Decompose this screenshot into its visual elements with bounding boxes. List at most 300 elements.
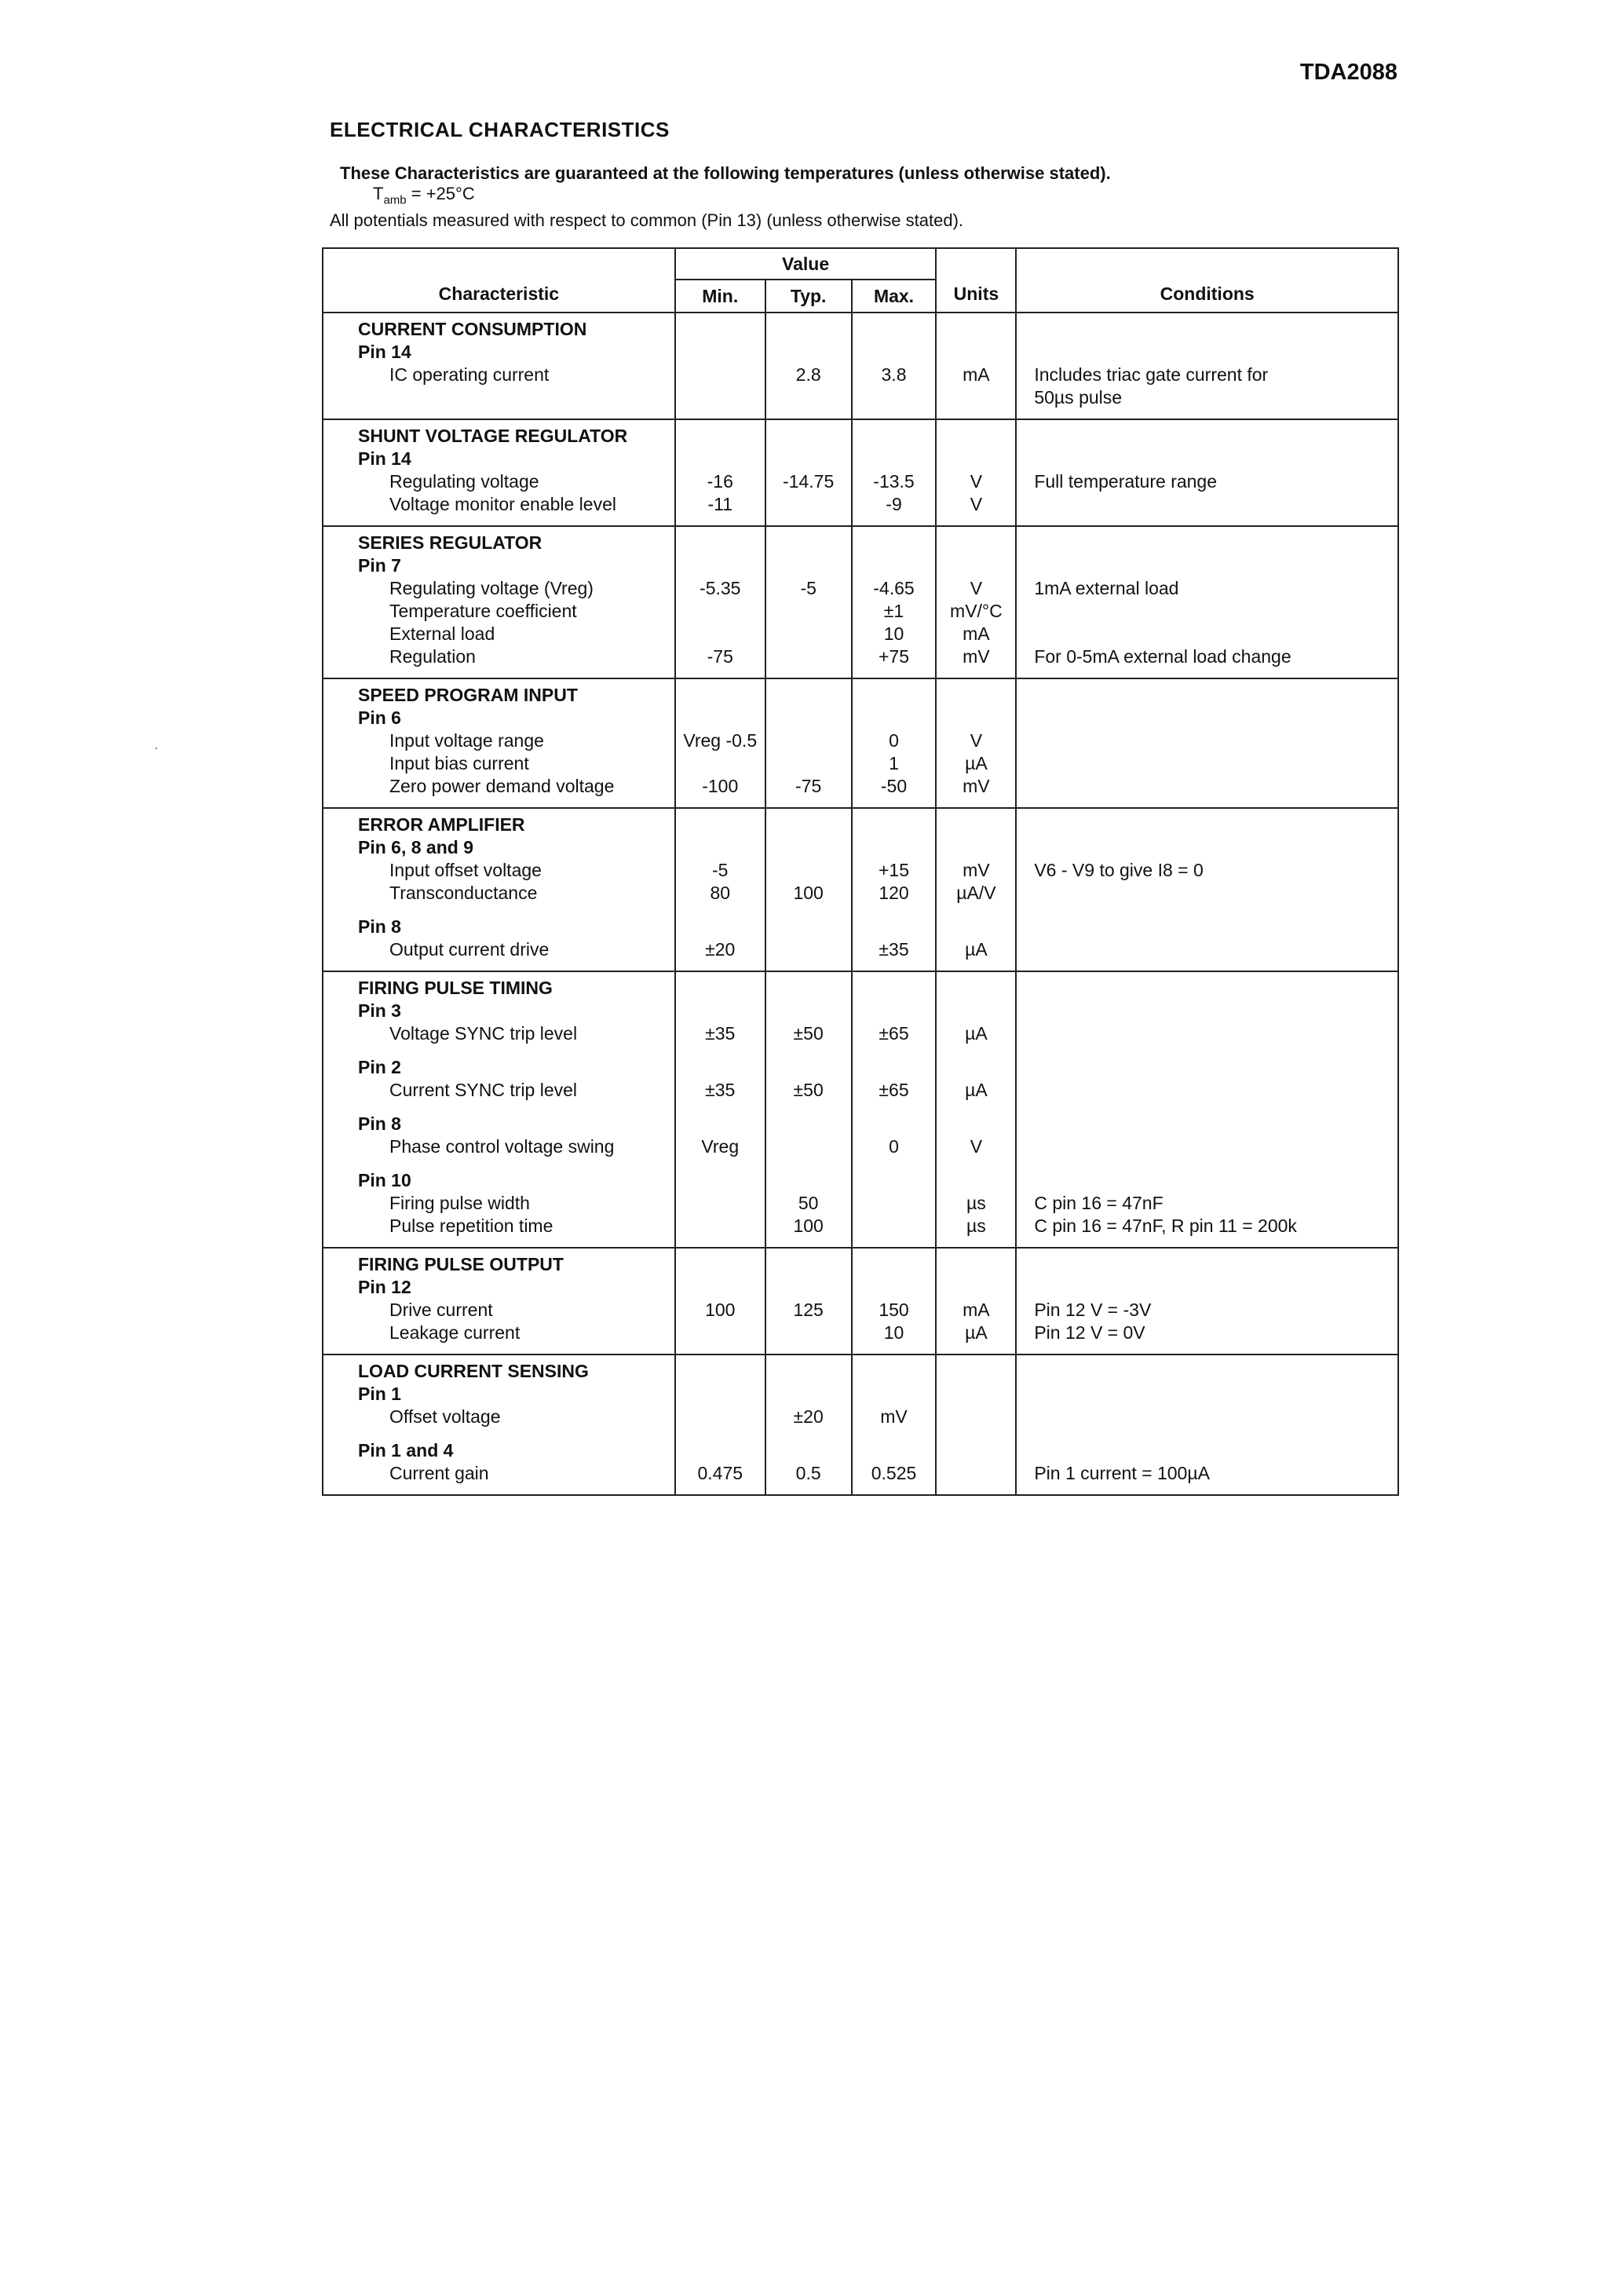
units-value: mV xyxy=(963,776,990,796)
min-value: -100 xyxy=(702,776,739,796)
min-value-cell xyxy=(675,678,765,808)
parameter-label: Transconductance xyxy=(389,883,538,903)
units-value xyxy=(941,1276,1010,1299)
cond-value: V6 - V9 to give I8 = 0 xyxy=(1034,860,1204,880)
conditions-cell xyxy=(1016,419,1398,526)
parameter-label: Current SYNC trip level xyxy=(389,1080,578,1100)
typ-value xyxy=(771,1253,846,1276)
max-value xyxy=(857,448,931,470)
max-value xyxy=(857,1056,931,1079)
units-value xyxy=(941,554,1010,577)
min-value xyxy=(681,1253,760,1276)
conditions-cell xyxy=(1016,678,1398,808)
typ-value: ±50 xyxy=(793,1023,824,1044)
parameter-label: Voltage SYNC trip level xyxy=(389,1023,578,1044)
units-value: µA xyxy=(965,1080,988,1100)
min-value xyxy=(681,1169,760,1192)
units-value: mA xyxy=(963,364,990,385)
min-value xyxy=(681,364,760,386)
cond-value xyxy=(1034,938,1393,961)
parameter-label: External load xyxy=(389,623,495,644)
cond-value: 1mA external load xyxy=(1034,578,1179,598)
typ-value xyxy=(771,707,846,729)
max-value-cell xyxy=(852,526,937,678)
max-value xyxy=(857,1360,931,1383)
max-value-cell xyxy=(852,419,937,526)
max-value: 3.8 xyxy=(881,364,907,385)
section-heading: CURRENT CONSUMPTION xyxy=(358,319,587,339)
cond-value xyxy=(1034,1135,1393,1158)
typ-value xyxy=(771,977,846,1000)
units-value xyxy=(941,1169,1010,1192)
max-value: mV xyxy=(880,1406,908,1427)
section-heading: SHUNT VOLTAGE REGULATOR xyxy=(358,426,628,446)
section-heading: Pin 1 xyxy=(358,1384,401,1404)
conditions-cell xyxy=(1016,1355,1398,1495)
units-value: mA xyxy=(963,1300,990,1320)
max-value: -13.5 xyxy=(873,471,915,492)
units-value xyxy=(941,836,1010,859)
max-value: 10 xyxy=(883,1322,904,1343)
max-value xyxy=(857,554,931,577)
typ-value: ±20 xyxy=(793,1406,824,1427)
characteristic-cell xyxy=(323,1355,675,1495)
parameter-label: Voltage monitor enable level xyxy=(389,494,616,514)
cond-value xyxy=(1034,448,1393,470)
cond-value xyxy=(1034,813,1393,836)
typ-value: 0.5 xyxy=(795,1463,821,1483)
max-value: +75 xyxy=(879,646,910,667)
max-value-cell xyxy=(852,971,937,1248)
max-value xyxy=(857,684,931,707)
max-value: ±65 xyxy=(879,1080,909,1100)
section-heading: SERIES REGULATOR xyxy=(358,532,542,553)
section-heading: Pin 8 xyxy=(358,1113,401,1134)
units-value xyxy=(941,1383,1010,1406)
table-row xyxy=(323,808,1398,971)
typ-value: -14.75 xyxy=(783,471,835,492)
min-value xyxy=(681,1276,760,1299)
min-value xyxy=(681,684,760,707)
cond-value xyxy=(1034,1000,1393,1022)
cond-value xyxy=(1034,916,1393,938)
units-value: µs xyxy=(966,1216,986,1236)
cond-value xyxy=(1034,318,1393,341)
typ-value: 100 xyxy=(793,883,824,903)
typ-value: 50 xyxy=(798,1193,819,1213)
conditions-cell xyxy=(1016,1248,1398,1355)
table-row xyxy=(323,526,1398,678)
max-value: 10 xyxy=(883,623,904,644)
max-value: -4.65 xyxy=(873,578,915,598)
typ-value xyxy=(771,813,846,836)
min-value-cell xyxy=(675,313,765,419)
units-value xyxy=(941,532,1010,554)
parameter-label: Regulating voltage xyxy=(389,471,539,492)
max-value: 0 xyxy=(889,730,899,751)
table-row xyxy=(323,1248,1398,1355)
section-heading: FIRING PULSE OUTPUT xyxy=(358,1254,564,1274)
document-id: TDA2088 xyxy=(1299,60,1397,85)
units-value: µA xyxy=(965,1023,988,1044)
typ-value-cell xyxy=(765,808,852,971)
parameter-label: IC operating current xyxy=(389,364,550,385)
min-value: 80 xyxy=(710,883,731,903)
max-value-cell xyxy=(852,808,937,971)
electrical-characteristics-table xyxy=(322,247,1399,1496)
units-value xyxy=(941,1113,1010,1135)
max-value: -50 xyxy=(880,776,908,796)
typ-value xyxy=(771,1169,846,1192)
potentials-note: All potentials measured with respect to common (Pin 13) (unless otherwise stated). xyxy=(330,210,964,230)
header-typ: Typ. xyxy=(765,280,852,313)
units-value xyxy=(941,341,1010,364)
max-value xyxy=(857,318,931,341)
units-value: V xyxy=(970,494,983,514)
max-value: 0.525 xyxy=(871,1463,917,1483)
min-value: ±35 xyxy=(705,1023,736,1044)
section-heading: Pin 14 xyxy=(358,342,411,362)
cond-value xyxy=(1034,600,1393,623)
units-value xyxy=(941,318,1010,341)
units-cell xyxy=(936,1355,1016,1495)
characteristic-cell xyxy=(323,313,675,419)
min-value xyxy=(681,1439,760,1462)
units-value: µA xyxy=(965,753,988,773)
typ-value xyxy=(771,729,846,752)
cond-value xyxy=(1034,707,1393,729)
max-value xyxy=(857,707,931,729)
typ-value: -5 xyxy=(800,578,816,598)
parameter-label: Temperature coefficient xyxy=(389,601,577,621)
units-value xyxy=(941,813,1010,836)
min-value xyxy=(681,1383,760,1406)
max-value-cell xyxy=(852,678,937,808)
section-heading: Pin 6, 8 and 9 xyxy=(358,837,473,857)
parameter-label: Leakage current xyxy=(389,1322,521,1343)
units-value: V xyxy=(970,578,983,598)
cond-value xyxy=(1034,775,1393,798)
max-value xyxy=(857,977,931,1000)
parameter-label: Input bias current xyxy=(389,753,529,773)
min-value: -5 xyxy=(712,860,729,880)
typ-value: 125 xyxy=(793,1300,824,1320)
scan-speck: · xyxy=(154,740,159,755)
section-heading: Pin 3 xyxy=(358,1000,401,1021)
min-value: 100 xyxy=(705,1300,736,1320)
max-value: ±35 xyxy=(879,939,909,960)
header-max: Max. xyxy=(852,280,937,313)
section-heading: Pin 7 xyxy=(358,555,401,576)
min-value xyxy=(681,977,760,1000)
units-value xyxy=(941,1253,1010,1276)
max-value xyxy=(857,1253,931,1276)
max-value xyxy=(857,1276,931,1299)
max-value: +15 xyxy=(879,860,910,880)
min-value xyxy=(681,1056,760,1079)
section-heading: SPEED PROGRAM INPUT xyxy=(358,685,578,705)
max-value xyxy=(857,1439,931,1462)
cond-value: Pin 1 current = 100µA xyxy=(1034,1463,1210,1483)
min-value xyxy=(681,1192,760,1215)
units-value: µA/V xyxy=(956,883,996,903)
units-value xyxy=(941,448,1010,470)
max-value xyxy=(857,1113,931,1135)
section-heading: Pin 1 and 4 xyxy=(358,1440,454,1461)
max-value: -9 xyxy=(886,494,902,514)
parameter-label: Phase control voltage swing xyxy=(389,1136,615,1157)
characteristic-cell xyxy=(323,526,675,678)
min-value-cell xyxy=(675,1355,765,1495)
cond-value xyxy=(1034,1276,1393,1299)
cond-value xyxy=(1034,1113,1393,1135)
characteristic-cell xyxy=(323,808,675,971)
units-value: mV xyxy=(963,646,990,667)
section-heading: LOAD CURRENT SENSING xyxy=(358,1361,589,1381)
max-value-cell xyxy=(852,1355,937,1495)
min-value-cell xyxy=(675,971,765,1248)
typ-value: -75 xyxy=(795,776,822,796)
typ-value xyxy=(771,425,846,448)
units-cell xyxy=(936,1248,1016,1355)
typ-value xyxy=(771,938,846,961)
min-value xyxy=(681,318,760,341)
typ-value-cell xyxy=(765,419,852,526)
typ-value-cell xyxy=(765,1248,852,1355)
cond-value xyxy=(1034,1056,1393,1079)
min-value xyxy=(681,386,760,409)
cond-value xyxy=(1034,1253,1393,1276)
typ-value xyxy=(771,341,846,364)
cond-value xyxy=(1034,729,1393,752)
units-cell xyxy=(936,419,1016,526)
parameter-label: Offset voltage xyxy=(389,1406,501,1427)
typ-value: 100 xyxy=(793,1216,824,1236)
max-value-cell xyxy=(852,1248,937,1355)
section-heading: Pin 6 xyxy=(358,707,401,728)
min-value xyxy=(681,1215,760,1238)
typ-value xyxy=(771,752,846,775)
min-value: -75 xyxy=(707,646,733,667)
table-row xyxy=(323,313,1398,419)
cond-value: Pin 12 V = -3V xyxy=(1034,1300,1152,1320)
min-value xyxy=(681,1000,760,1022)
units-cell xyxy=(936,313,1016,419)
min-value xyxy=(681,600,760,623)
max-value: 150 xyxy=(879,1300,909,1320)
min-value: 0.475 xyxy=(697,1463,743,1483)
typ-value xyxy=(771,645,846,668)
units-value xyxy=(941,1462,1010,1485)
cond-value xyxy=(1034,623,1393,645)
typ-value-cell xyxy=(765,971,852,1248)
section-heading: Pin 10 xyxy=(358,1170,411,1190)
min-value: -16 xyxy=(707,471,733,492)
typ-value xyxy=(771,1383,846,1406)
min-value xyxy=(681,813,760,836)
min-value xyxy=(681,1322,760,1344)
units-value: mA xyxy=(963,623,990,644)
typ-value xyxy=(771,836,846,859)
units-value xyxy=(941,684,1010,707)
max-value xyxy=(857,386,931,409)
typ-value xyxy=(771,1322,846,1344)
typ-value xyxy=(771,1135,846,1158)
min-value: -5.35 xyxy=(700,578,741,598)
max-value xyxy=(857,1169,931,1192)
min-value-cell xyxy=(675,808,765,971)
parameter-label: Output current drive xyxy=(389,939,550,960)
characteristic-cell xyxy=(323,971,675,1248)
max-value: 1 xyxy=(889,753,899,773)
min-value xyxy=(681,836,760,859)
table-row xyxy=(323,971,1398,1248)
parameter-label: Input voltage range xyxy=(389,730,544,751)
cond-value xyxy=(1034,1383,1393,1406)
conditions-cell xyxy=(1016,526,1398,678)
min-value xyxy=(681,752,760,775)
cond-value xyxy=(1034,493,1393,516)
temperature-note: These Characteristics are guaranteed at the following temperatures (unless otherwise stated). xyxy=(340,163,1111,183)
parameter-label xyxy=(358,386,670,409)
max-value: ±1 xyxy=(883,601,904,621)
header-conditions: Conditions xyxy=(1016,248,1398,313)
header-units: Units xyxy=(936,248,1016,313)
units-value: µA xyxy=(965,1322,988,1343)
max-value xyxy=(857,1215,931,1238)
max-value xyxy=(857,1192,931,1215)
cond-value xyxy=(1034,977,1393,1000)
typ-value-cell xyxy=(765,1355,852,1495)
units-value xyxy=(941,386,1010,409)
section-heading: Pin 8 xyxy=(358,916,401,937)
units-value xyxy=(941,916,1010,938)
min-value xyxy=(681,707,760,729)
parameter-label: Drive current xyxy=(389,1300,493,1320)
cond-value xyxy=(1034,554,1393,577)
cond-value xyxy=(1034,752,1393,775)
section-heading: Pin 14 xyxy=(358,448,411,469)
min-value xyxy=(681,341,760,364)
max-value xyxy=(857,425,931,448)
section-title: ELECTRICAL CHARACTERISTICS xyxy=(330,118,670,141)
units-value xyxy=(941,425,1010,448)
max-value xyxy=(857,836,931,859)
cond-value xyxy=(1034,532,1393,554)
cond-value xyxy=(1034,1169,1393,1192)
parameter-label: Input offset voltage xyxy=(389,860,542,880)
typ-value-cell xyxy=(765,313,852,419)
max-value: ±65 xyxy=(879,1023,909,1044)
units-value: V xyxy=(970,1136,983,1157)
cond-value xyxy=(1034,341,1393,364)
header-characteristic: Characteristic xyxy=(323,248,675,313)
units-cell xyxy=(936,971,1016,1248)
min-value: Vreg xyxy=(701,1136,740,1157)
parameter-label: Regulating voltage (Vreg) xyxy=(389,578,594,598)
table-row xyxy=(323,678,1398,808)
table-row xyxy=(323,419,1398,526)
max-value xyxy=(857,532,931,554)
cond-value: For 0-5mA external load change xyxy=(1034,646,1291,667)
min-value xyxy=(681,554,760,577)
cond-value xyxy=(1034,1079,1393,1102)
typ-value xyxy=(771,386,846,409)
max-value-cell xyxy=(852,313,937,419)
typ-value-cell xyxy=(765,526,852,678)
typ-value xyxy=(771,554,846,577)
min-value-cell xyxy=(675,1248,765,1355)
units-cell xyxy=(936,526,1016,678)
units-value xyxy=(941,1439,1010,1462)
max-value xyxy=(857,916,931,938)
conditions-cell xyxy=(1016,808,1398,971)
typ-value xyxy=(771,1113,846,1135)
min-value: ±20 xyxy=(705,939,736,960)
min-value-cell xyxy=(675,419,765,526)
min-value: Vreg -0.5 xyxy=(683,730,758,751)
cond-value xyxy=(1034,836,1393,859)
cond-value xyxy=(1034,684,1393,707)
parameter-label: Regulation xyxy=(389,646,476,667)
cond-value xyxy=(1034,882,1393,905)
min-value xyxy=(681,1113,760,1135)
section-heading: Pin 2 xyxy=(358,1057,401,1077)
parameter-label: Pulse repetition time xyxy=(389,1216,553,1236)
max-value xyxy=(857,341,931,364)
parameter-label: Current gain xyxy=(389,1463,489,1483)
typ-value xyxy=(771,1056,846,1079)
max-value: 0 xyxy=(889,1136,899,1157)
min-value xyxy=(681,623,760,645)
units-value xyxy=(941,1406,1010,1428)
units-value xyxy=(941,707,1010,729)
typ-value xyxy=(771,600,846,623)
typ-value xyxy=(771,1000,846,1022)
cond-value xyxy=(1034,1406,1393,1428)
parameter-label: Zero power demand voltage xyxy=(389,776,615,796)
typ-value xyxy=(771,859,846,882)
cond-value: 50µs pulse xyxy=(1034,387,1123,408)
typ-value xyxy=(771,1360,846,1383)
typ-value: 2.8 xyxy=(795,364,821,385)
cond-value xyxy=(1034,1022,1393,1045)
min-value: ±35 xyxy=(705,1080,736,1100)
characteristic-cell xyxy=(323,1248,675,1355)
units-value: mV xyxy=(963,860,990,880)
cond-value: Full temperature range xyxy=(1034,471,1218,492)
min-value xyxy=(681,532,760,554)
section-heading: Pin 12 xyxy=(358,1277,411,1297)
units-cell xyxy=(936,678,1016,808)
units-value: V xyxy=(970,471,983,492)
characteristic-cell xyxy=(323,419,675,526)
max-value xyxy=(857,1000,931,1022)
typ-value xyxy=(771,532,846,554)
section-heading: FIRING PULSE TIMING xyxy=(358,978,553,998)
parameter-label: Firing pulse width xyxy=(389,1193,530,1213)
header-value: Value xyxy=(675,248,937,280)
min-value xyxy=(681,916,760,938)
min-value: -11 xyxy=(707,494,733,514)
typ-value xyxy=(771,448,846,470)
table-body xyxy=(323,313,1398,1495)
typ-value-cell xyxy=(765,678,852,808)
cond-value: Includes triac gate current for xyxy=(1034,364,1269,385)
units-cell xyxy=(936,808,1016,971)
min-value xyxy=(681,425,760,448)
typ-value xyxy=(771,684,846,707)
